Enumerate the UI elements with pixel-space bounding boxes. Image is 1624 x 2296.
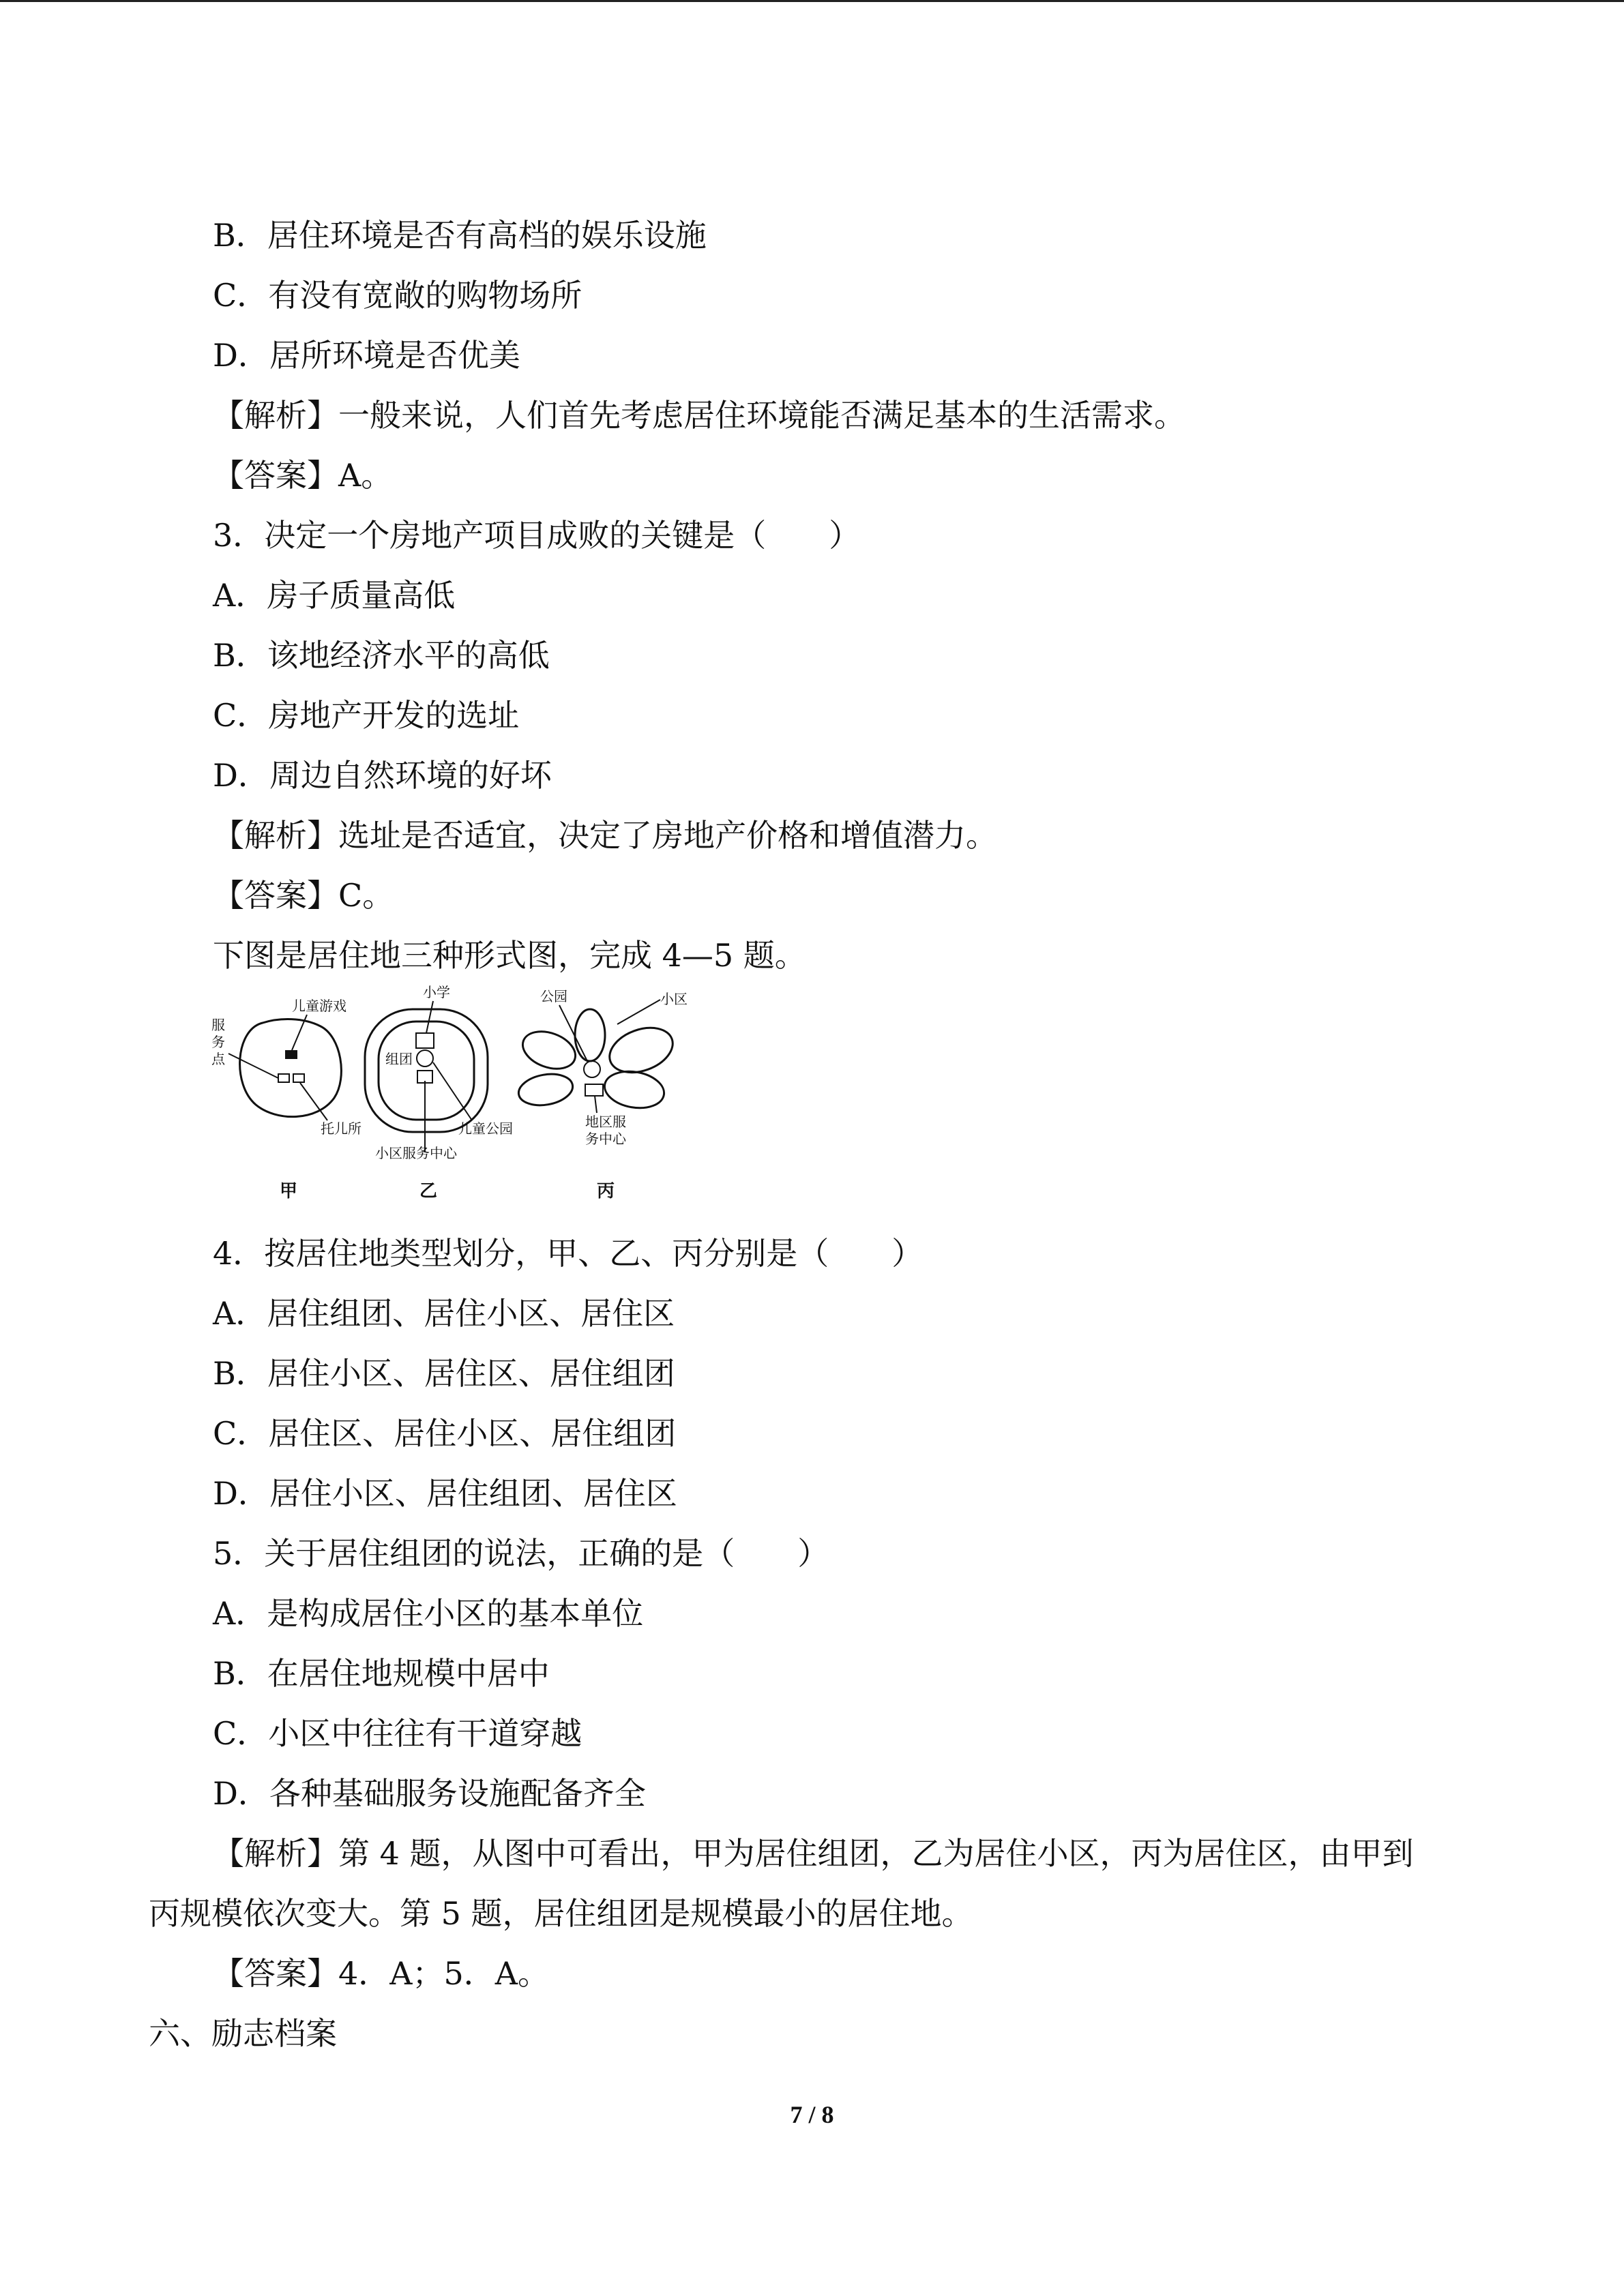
leader-ertong-gongyuan xyxy=(433,1062,472,1120)
label-diqu-1: 地区服 xyxy=(585,1114,626,1130)
label-fuwu-zhongxin: 小区服务中心 xyxy=(375,1145,457,1161)
residential-forms-figure xyxy=(205,982,709,1207)
label-fuwudian-2: 务 xyxy=(211,1034,225,1050)
option-c-q4: C．居住区、居住小区、居住组团 xyxy=(213,1415,677,1452)
label-gongyuan: 公园 xyxy=(540,988,567,1004)
page-number: 7 / 8 xyxy=(790,2101,834,2128)
caption-jia: 甲 xyxy=(280,1181,298,1202)
label-tuoersuo: 托儿所 xyxy=(321,1120,361,1137)
option-d-q2: D．居所环境是否优美 xyxy=(213,337,520,374)
option-c-q3: C．房地产开发的选址 xyxy=(213,697,520,734)
jia-outline xyxy=(240,1019,342,1117)
option-b-q5: B．在居住地规模中居中 xyxy=(213,1655,550,1692)
label-diqu-2: 务中心 xyxy=(585,1131,626,1147)
leader-gongyuan xyxy=(559,1005,588,1062)
leader-xiaoxue xyxy=(426,1001,433,1033)
option-d-q3: D．周边自然环境的好坏 xyxy=(213,757,552,794)
analysis-q4-5-cont: 丙规模依次变大。第 5 题，居住组团是规模最小的居住地。 xyxy=(149,1895,973,1932)
option-c-q2: C．有没有宽敞的购物场所 xyxy=(213,277,582,314)
analysis-q3: 【解析】选址是否适宜，决定了房地产价格和增值潜力。 xyxy=(213,817,997,854)
option-b-q3: B．该地经济水平的高低 xyxy=(213,637,550,674)
label-zutuan: 组团 xyxy=(385,1051,413,1067)
park-circle xyxy=(584,1061,600,1077)
bing-petal-lower-right xyxy=(602,1067,667,1112)
label-xiaoqu: 小区 xyxy=(660,991,688,1007)
label-ertong-youxi: 儿童游戏 xyxy=(292,998,346,1014)
question-5: 5．关于居住组团的说法，正确的是（ ） xyxy=(213,1535,829,1572)
figure-bing xyxy=(516,988,688,1202)
section-six-heading: 六、励志档案 xyxy=(149,2015,337,2052)
answer-q2: 【答案】A。 xyxy=(213,457,393,494)
figure-jia xyxy=(211,998,361,1202)
option-d-q4: D．居住小区、居住组团、居住区 xyxy=(213,1475,677,1512)
bing-petal-top xyxy=(575,1009,605,1061)
option-b-q4: B．居住小区、居住区、居住组团 xyxy=(213,1355,675,1392)
option-b-q2: B．居住环境是否有高档的娱乐设施 xyxy=(213,217,707,254)
figure-yi xyxy=(365,984,513,1202)
question-4: 4．按居住地类型划分，甲、乙、丙分别是（ ） xyxy=(213,1235,924,1272)
service-point-box-1 xyxy=(278,1074,289,1082)
option-a-q4: A．居住组团、居住小区、居住区 xyxy=(213,1295,675,1332)
answer-q3: 【答案】C。 xyxy=(213,877,394,914)
figure-intro: 下图是居住地三种形式图，完成 4—5 题。 xyxy=(213,937,806,974)
option-c-q5: C．小区中往往有干道穿越 xyxy=(213,1715,582,1752)
label-fuwudian-3: 点 xyxy=(211,1051,225,1067)
bing-petal-lower-left xyxy=(516,1070,575,1109)
bing-petal-left xyxy=(518,1025,580,1075)
top-border xyxy=(0,0,1624,2)
option-a-q5: A．是构成居住小区的基本单位 xyxy=(213,1595,644,1632)
leader-diqu xyxy=(595,1096,597,1113)
analysis-q2: 【解析】一般来说，人们首先考虑居住环境能否满足基本的生活需求。 xyxy=(213,397,1185,434)
primary-school-box xyxy=(416,1033,434,1048)
label-fuwudian-1: 服 xyxy=(211,1017,225,1033)
analysis-q4-5: 【解析】第 4 题，从图中可看出，甲为居住组团，乙为居住小区，丙为居住区，由甲到 xyxy=(213,1835,1414,1872)
question-3: 3．决定一个房地产项目成败的关键是（ ） xyxy=(213,517,861,554)
children-park-circle xyxy=(417,1050,433,1067)
leader-xiaoqu xyxy=(617,1000,660,1024)
children-playground-marker xyxy=(285,1050,297,1059)
district-center-box xyxy=(585,1084,603,1096)
caption-yi: 乙 xyxy=(419,1181,438,1202)
bing-petal-right xyxy=(604,1019,679,1080)
option-a-q3: A．房子质量高低 xyxy=(213,577,456,614)
label-ertong-gongyuan: 儿童公园 xyxy=(458,1120,513,1137)
option-d-q5: D．各种基础服务设施配备齐全 xyxy=(213,1775,646,1812)
service-point-box-2 xyxy=(293,1074,304,1082)
answer-q4-5: 【答案】4．A；5．A。 xyxy=(213,1955,549,1992)
label-xiaoxue: 小学 xyxy=(423,984,450,1000)
leader-fuwudian xyxy=(228,1054,278,1078)
caption-bing: 丙 xyxy=(597,1181,615,1202)
